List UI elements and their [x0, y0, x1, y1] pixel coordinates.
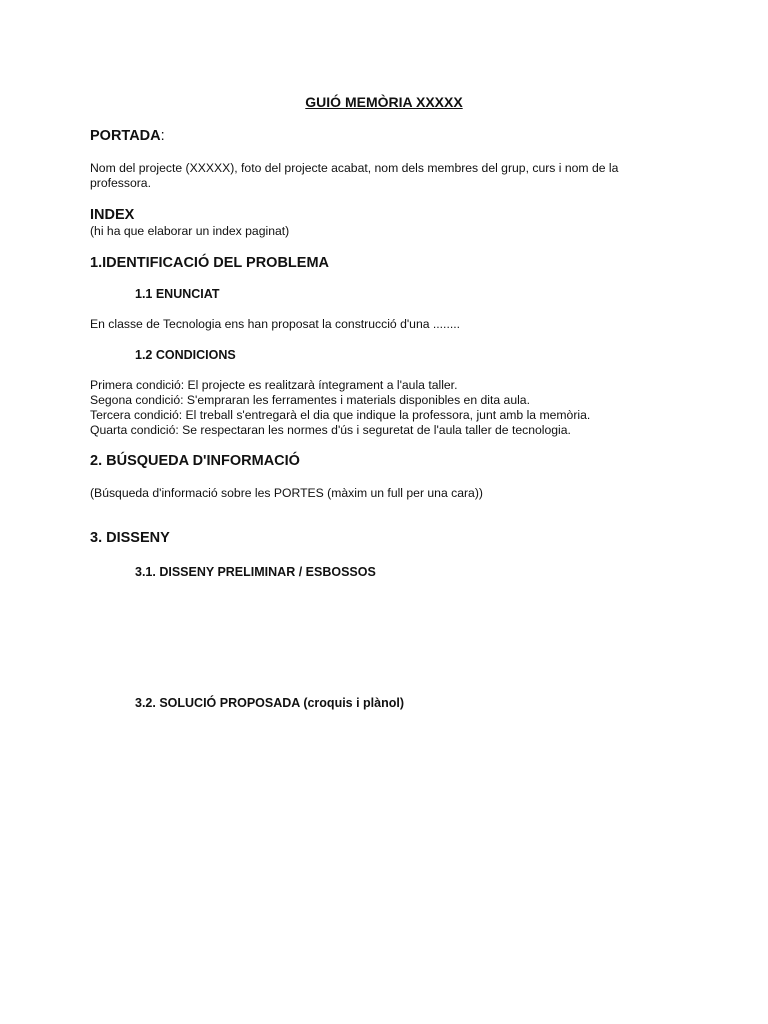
section1-2-heading: 1.2 CONDICIONS	[135, 348, 236, 362]
section1-1-heading: 1.1 ENUNCIAT	[135, 287, 220, 301]
section1-heading: 1.IDENTIFICACIÓ DEL PROBLEMA	[90, 255, 329, 271]
section3-2-heading: 3.2. SOLUCIÓ PROPOSADA (croquis i plànol)	[135, 696, 405, 710]
section2-heading: 2. BÚSQUEDA D'INFORMACIÓ	[90, 453, 300, 469]
section1-1-text: En classe de Tecnologia ens han proposat la construcció d'una ........	[90, 317, 460, 331]
condition-line-2: Segona condició: S'empraran les ferramentes i materials disponibles en dita aula.	[90, 393, 530, 407]
portada-heading-colon: :	[160, 128, 165, 144]
condition-line-1: Primera condició: El projecte es realitzarà íntegrament a l'aula taller.	[90, 378, 458, 392]
portada-heading	[90, 128, 165, 144]
section3-1-heading: 3.1. DISSENY PRELIMINAR / ESBOSSOS	[135, 565, 376, 579]
portada-text: Nom del projecte (XXXXX), foto del projecte acabat, nom dels membres del grup, curs i nom de la professora.	[90, 161, 619, 190]
portada-heading-text: PORTADA	[90, 128, 161, 144]
section2-text: (Búsqueda d'informació sobre les PORTES (màxim un full per una cara))	[90, 486, 483, 500]
section3-heading: 3. DISSENY	[90, 530, 170, 546]
condition-line-4: Quarta condició: Se respectaran les normes d'ús i seguretat de l'aula taller de tecnologia.	[90, 423, 571, 437]
document-title: GUIÓ MEMÒRIA XXXXX	[305, 94, 463, 110]
index-text: (hi ha que elaborar un index paginat)	[90, 224, 290, 238]
condition-line-3: Tercera condició: El treball s'entregarà el dia que indique la professora, junt amb la memòria.	[90, 408, 591, 422]
index-heading: INDEX	[90, 207, 135, 223]
